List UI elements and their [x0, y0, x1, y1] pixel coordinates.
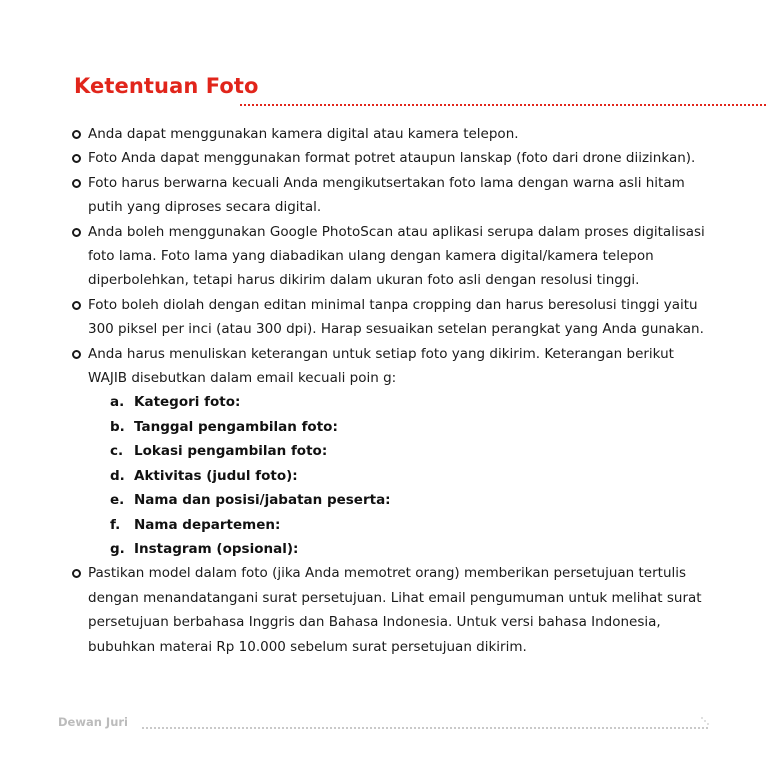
list-letter: g.: [110, 540, 125, 557]
bullet-text: Anda harus menuliskan keterangan untuk setiap foto yang dikirim. Keterangan berikut WAJIB disebutkan dalam email kecuali poin g:: [88, 345, 674, 387]
list-text: Kategori foto:: [134, 394, 241, 411]
list-letter: c.: [110, 443, 124, 460]
bullet-item: [72, 561, 712, 659]
bullet-text: Foto harus berwarna kecuali Anda mengikutsertakan foto lama dengan warna asli hitam putih yang diproses secara digital.: [88, 174, 685, 216]
page-title: Ketentuan Foto: [74, 74, 259, 98]
list-item: [72, 415, 712, 439]
list-item: [72, 513, 712, 537]
corner-dots-icon: [700, 716, 710, 726]
list-text: Tanggal pengambilan foto:: [134, 418, 338, 435]
bullet-text: Anda dapat menggunakan kamera digital atau kamera telepon.: [88, 126, 519, 142]
list-letter: e.: [110, 492, 125, 509]
list-text: Nama departemen:: [134, 516, 281, 533]
list-text: Nama dan posisi/jabatan peserta:: [134, 492, 391, 509]
bullet-circle-icon: [72, 350, 81, 359]
bullet-text: Foto boleh diolah dengan editan minimal tanpa cropping dan harus beresolusi tinggi yaitu 300 piksel per inci (atau 300 dpi). Harap sesuaikan setelan perangkat yang Anda gunakan.: [88, 296, 704, 338]
bullet-circle-icon: [72, 301, 81, 310]
list-item: [72, 537, 712, 561]
footer-label: Dewan Juri: [58, 715, 128, 729]
bullet-item: [72, 122, 712, 146]
bullet-text: Foto Anda dapat menggunakan format potret ataupun lanskap (foto dari drone diizinkan).: [88, 150, 696, 167]
bullet-circle-icon: [72, 569, 81, 578]
bullet-circle-icon: [72, 228, 81, 237]
list-item: [72, 439, 712, 463]
rules-content: [72, 122, 712, 659]
list-text: Instagram (opsional):: [134, 540, 299, 557]
title-dotted-rule: [240, 104, 768, 106]
bullet-text: Anda boleh menggunakan Google PhotoScan atau aplikasi serupa dalam proses digitalisasi foto lama. Foto lama yang diabadikan ulang dengan kamera digital/kamera telepon diperbolehkan, tetapi harus dikirim dalam ukuran foto asli dengan resolusi tinggi.: [88, 223, 705, 289]
list-letter: f.: [110, 516, 121, 533]
bullet-text: Pastikan model dalam foto (jika Anda memotret orang) memberikan persetujuan tertulis dengan menandatangani surat persetujuan. Lihat email pengumuman untuk melihat surat persetujuan berbahasa Inggris dan Bahasa Indonesia. Untuk versi bahasa Indonesia, bubuhkan materai Rp 10.000 sebelum surat persetujuan dikirim.: [88, 565, 702, 655]
list-letter: b.: [110, 418, 125, 435]
list-item: [72, 390, 712, 414]
list-letter: d.: [110, 467, 125, 484]
list-letter: a.: [110, 394, 125, 411]
list-item: [72, 488, 712, 512]
bullet-item: [72, 146, 712, 170]
list-text: Lokasi pengambilan foto:: [134, 443, 328, 460]
footer-dotted-rule: [142, 727, 708, 729]
caption-fields-list: [72, 390, 712, 561]
list-item: [72, 464, 712, 488]
list-text: Aktivitas (judul foto):: [134, 467, 298, 484]
bullet-item: [72, 220, 712, 293]
bullet-item: [72, 342, 712, 391]
bullet-circle-icon: [72, 154, 81, 163]
bullet-item: [72, 171, 712, 220]
bullet-circle-icon: [72, 130, 81, 139]
bullet-item: [72, 293, 712, 342]
bullet-circle-icon: [72, 179, 81, 188]
